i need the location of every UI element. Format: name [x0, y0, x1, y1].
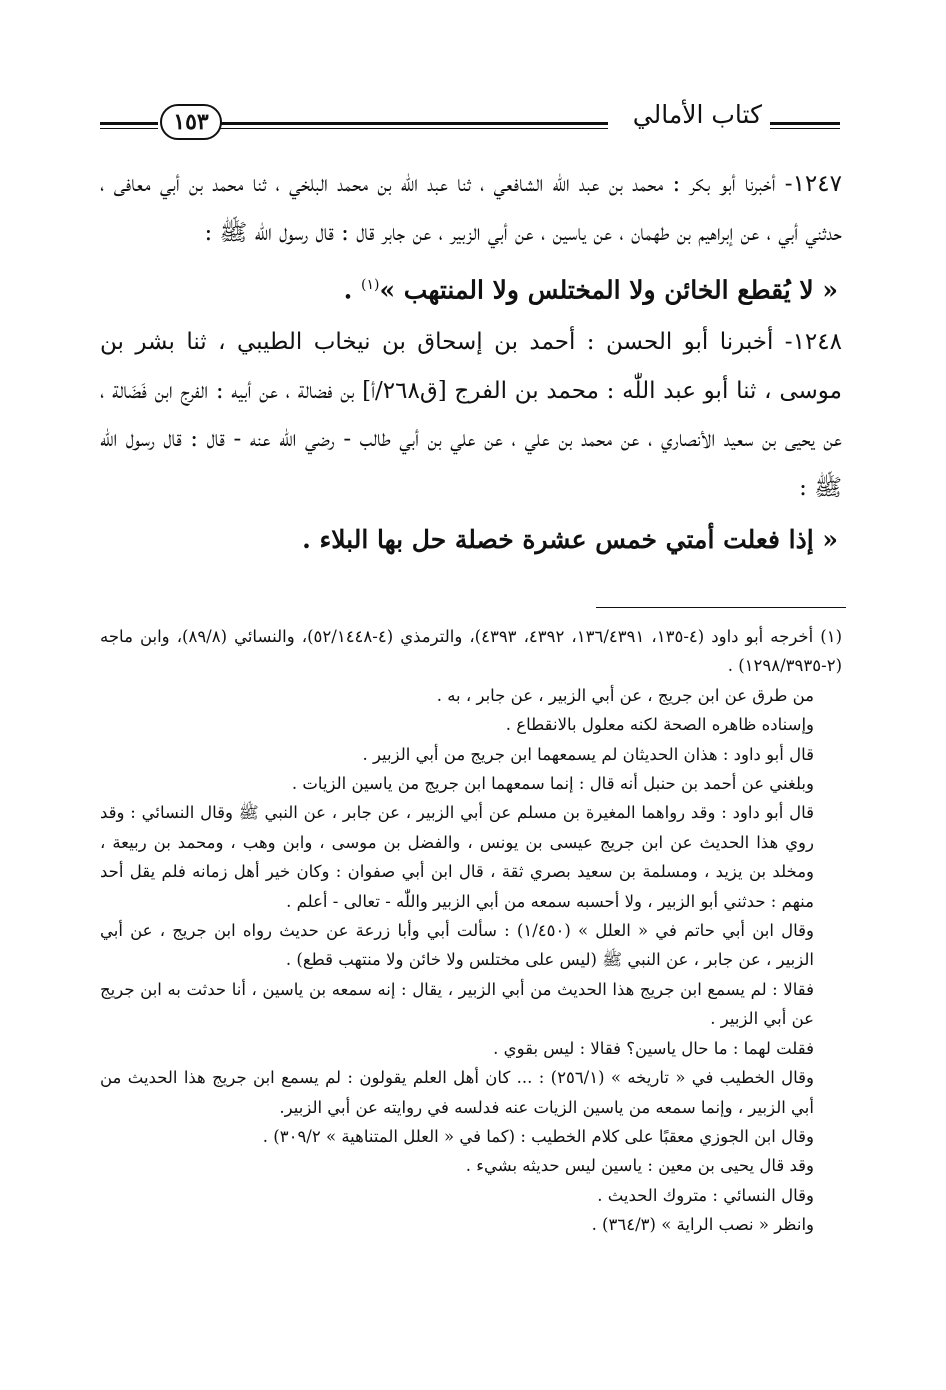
header-rule-middle [220, 122, 608, 125]
hadith-1247-matn [100, 257, 842, 318]
footnote-separator [596, 607, 846, 608]
hadith-isnad-text: - أخبرنا أبو الحسن : أحمد بن إسحاق بن نيخاب الطيبي ، ثنا بشر بن موسى ، ثنا أبو عبد اللّٰه : محمد بن الفرج [ق٢٦٨/أ] بن فضالة ، عن أبيه : الفرج ابن فَضَالة ، عن يحيى بن سعيد الأنصاري ، عن محمد بن علي ، عن علي بن أبي طالب - رضي اللّٰه عنه - قال : قال رسول اللّٰه ﷺ : [100, 329, 842, 501]
footnote-line: وقال ابن أبي حاتم في « العلل » (١/٤٥٠) : سألت أبي وأبا زرعة عن حديث رواه ابن جريج ، عن أبي الزبير ، عن جابر ، عن النبي ﷺ (ليس على مختلس ولا خائن ولا منتهب قطع) . [100, 921, 814, 970]
footnote-line: وبلغني عن أحمد بن حنبل أنه قال : إنما سمعهما ابن جريج من ياسين الزيات . [291, 774, 814, 794]
matn-end-punctuation: . [343, 275, 361, 305]
footnotes [100, 622, 842, 1240]
footnote-line: قال أبو داود : هذان الحديثان لم يسمعهما ابن جريج من أبي الزبير . [362, 744, 814, 764]
header-rule-right [770, 122, 840, 125]
hadith-1247-isnad [100, 160, 842, 257]
hadith-number: ١٢٤٨ [792, 329, 842, 356]
footnote-line: وانظر « نصب الراية » (٣٦٤/٣) . [591, 1215, 814, 1235]
hadith-isnad-text: - أخبرنا أبو بكر : محمد بن عبد اللّٰه الشافعي ، ثنا عبد اللّٰه بن محمد البلخي ، ثنا محمد بن أبي معافى ، حدثني أبي ، عن إبراهيم بن طهمان ، عن ياسين ، عن أبي الزبير ، عن جابر قال : قال رسول اللّٰه ﷺ : [100, 171, 842, 246]
footnote-line: فقلت لهما : ما حال ياسين؟ فقالا : ليس بقوي . [493, 1038, 814, 1058]
running-header [100, 96, 840, 136]
hadith-1248-matn: « إذا فعلت أمتي خمس عشرة خصلة حل بها البلاء . [302, 525, 838, 555]
footnote-reference: (١) [360, 277, 380, 293]
footnote-line: قال أبو داود : وقد رواهما المغيرة بن مسلم عن أبي الزبير ، عن جابر ، عن النبي ﷺ وقال النسائي : وقد روي هذا الحديث عن ابن جريج عيسى بن يونس ، والفضل بن موسى ، وابن وهب ، ومحمد بن ربيعة ، ومخلد بن يزيد ، ومسلمة بن سعيد بصري ثقة ، قال ابن أبي صفوان : وكان خير أهل زمانه فلم يقل أحد منهم : حدثني أبو الزبير ، ولا أحسبه سمعه من أبي الزبير واللّٰه - تعالى - أعلم . [100, 803, 814, 911]
hadith-1248-isnad [100, 318, 842, 512]
footnote-line: (١) أخرجه أبو داود (٤-١٣٥، ١٣٦/٤٣٩١، ٤٣٩٢، ٤٣٩٣)، والترمذي (٤-٥٢/١٤٤٨)، والنسائي (٨٩/٨)، وابن ماجه (٢-١٢٩٨/٣٩٣٥) . [100, 627, 842, 676]
header-rule-left [100, 122, 158, 125]
footnote-line: وقد قال يحيى بن معين : ياسين ليس حديثه بشيء . [465, 1156, 814, 1176]
book-title: كتاب الأمالي [632, 100, 762, 129]
hadith-number: ١٢٤٧ [792, 171, 842, 197]
hadith-matn-text: « لا يُقطع الخائن ولا المختلس ولا المنتهب » [379, 275, 838, 305]
footnote-line: وقال النسائي : متروك الحديث . [597, 1185, 814, 1205]
footnote-line: من طرق عن ابن جريج ، عن أبي الزبير ، عن جابر ، به . [436, 685, 814, 705]
page-number: ١٥٣ [160, 104, 222, 140]
footnote-line: وقال الخطيب في « تاريخه » (٢٥٦/١) : ... كان أهل العلم يقولون : لم يسمع ابن جريج هذا الحديث من أبي الزبير ، وإنما سمعه من ياسين الزيات عنه فدلسه في روايته عن أبي الزبير. [100, 1068, 814, 1117]
footnote-line: وإسناده ظاهره الصحة لكنه معلول بالانقطاع . [505, 715, 814, 735]
footnote-line: فقالا : لم يسمع ابن جريج هذا الحديث من أبي الزبير ، يقال : إنه سمعه بن ياسين ، أنا حدثت به ابن جريج عن أبي الزبير . [100, 979, 814, 1029]
footnote-line: وقال ابن الجوزي معقبًا على كلام الخطيب : (كما في « العلل المتناهية » ٣٠٩/٢) . [262, 1126, 814, 1146]
main-text [100, 160, 842, 568]
